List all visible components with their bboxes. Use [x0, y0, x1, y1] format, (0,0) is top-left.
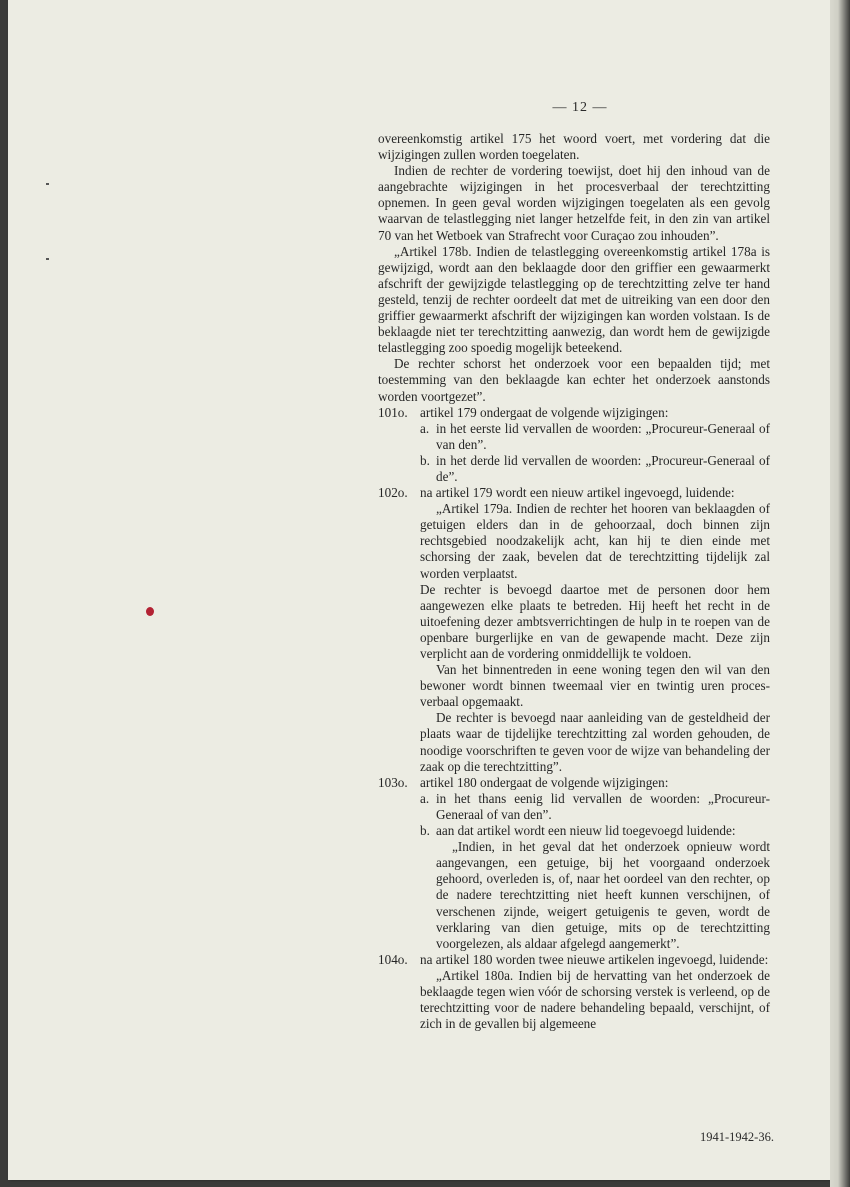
sub-item-text: in het eerste lid vervallen de woorden: „Procureur-Generaal of van den”.	[436, 420, 770, 452]
item-number: 103o.	[378, 774, 408, 790]
numbered-item-101	[378, 405, 770, 421]
sub-item-letter: b.	[420, 452, 430, 468]
paragraph: De rechter schorst het onderzoek voor een bepaalden tijd; met toestemming van den beklaagde kan echter het onderzoek aanstonds worden voortgezet”.	[378, 356, 770, 404]
page-number: — 12 —	[552, 100, 608, 115]
item-number: 101o.	[378, 404, 408, 420]
paragraph: De rechter is bevoegd daartoe met de personen door hem aangewezen elke plaats te betreden. Hij heeft het recht in de uitoefening dezer ambtsverrichtingen de hulp in te roepen van de openbare burgerlijke en van de gewapende macht. Deze zijn verplicht aan de vordering onmiddellijk te voldoen.	[420, 581, 770, 661]
item-text: na artikel 180 worden twee nieuwe artikelen ingevoegd, luidende:	[420, 951, 769, 967]
item-text: na artikel 179 wordt een nieuw artikel ingevoegd, luidende:	[420, 485, 735, 501]
sub-item	[378, 421, 770, 453]
page-edge	[830, 0, 850, 1187]
item-text: artikel 179 ondergaat de volgende wijzigingen:	[420, 404, 669, 420]
sub-item	[378, 791, 770, 823]
sub-item-letter: a.	[420, 420, 430, 436]
paragraph: „Indien, in het geval dat het onderzoek opnieuw wordt aangevangen, een getuige, bij het voorgaand onderzoek gehoord, overleden is, of, naar het oordeel van den rechter, op de nadere terechtzitting niet heeft kunnen verschijnen, of verschenen zijnde, weigert getuigenis te geven, wordt de verklaring van dien getuige, mits op de terechtzitting voorgelezen, als aldaar afgelegd aangemerkt”.	[436, 839, 770, 951]
paragraph: „Artikel 180a. Indien bij de hervatting van het onderzoek de beklaagde tegen wien vóór de schorsing verstek is verleend, op de terechtzitting voor de nadere behandeling bepaald, verschijnt, of zich in de gevallen bij algemeene	[420, 967, 770, 1032]
item-text: artikel 180 ondergaat de volgende wijzigingen:	[420, 774, 669, 790]
paragraph-artikel-178b: „Artikel 178b. Indien de telastlegging overeenkomstig artikel 178a is gewijzigd, wordt aan den beklaagde door den griffier een gewaarmerkt afschrift der gewijzigde telastlegging op de terechtzitting zelve ter hand gesteld, tenzij de rechter oordeelt dat met de uitreiking van een door den griffier gewaarmerkt afschrift der wijzigingen kan worden volstaan. Is de beklaagde niet ter terechtzitting aanwezig, dan wordt hem de gewijzigde telastlegging zoo spoedig mogelijk beteekend.	[378, 243, 770, 356]
sub-item-text: in het thans eenig lid vervallen de woorden: „Procureur-Generaal of van den”.	[436, 790, 770, 822]
paragraph: „Artikel 179a. Indien de rechter het hooren van beklaagden of getuigen elders dan in de gehoorzaal, doch binnen zijn rechtsgebied noodzakelijk acht, kan hij te dien einde met schorsing der zaak, bevelen dat de terechtzitting tijdelijk zal worden verplaatst.	[420, 501, 770, 581]
sub-item-letter: a.	[420, 790, 430, 806]
sub-item-letter: b.	[420, 823, 430, 839]
footer-code: 1941-1942-36.	[700, 1130, 774, 1144]
quoted-new-lid	[378, 839, 770, 952]
item-number: 102o.	[378, 485, 408, 501]
numbered-item-102	[378, 485, 770, 501]
quoted-article-180a	[378, 968, 770, 1032]
numbered-item-103	[378, 775, 770, 791]
paragraph: overeenkomstig artikel 175 het woord voert, met vordering dat die wijzigingen zullen worden toegelaten.	[378, 131, 770, 163]
sub-item-text: in het derde lid vervallen de woorden: „Procureur-Generaal of de”.	[436, 452, 770, 484]
paper-speck	[46, 183, 49, 185]
paragraph: Van het binnentreden in eene woning tegen den wil van den bewoner wordt binnen tweemaal vier en twintig uren proces-verbaal opgemaakt.	[420, 662, 770, 710]
sub-item-text: aan dat artikel wordt een nieuw lid toegevoegd luidende:	[436, 823, 736, 839]
red-mark	[146, 607, 154, 616]
quoted-article-179a	[378, 501, 770, 775]
paragraph: Indien de rechter de vordering toewijst, doet hij den inhoud van de aangebrachte wijzigingen in het procesverbaal der terechtzitting opnemen. In geen geval worden wijzigingen toegelaten als een gevolg waarvan de telastlegging niet langer hetzelfde feit, in den zin van artikel 70 van het Wetboek van Strafrecht voor Curaçao zou inhouden”.	[378, 163, 770, 243]
sub-item	[378, 453, 770, 485]
item-number: 104o.	[378, 951, 408, 967]
body-text	[378, 131, 770, 1032]
paragraph: De rechter is bevoegd naar aanleiding van de gesteldheid der plaats waar de tijdelijke terechtzitting zal worden gehouden, de noodige voorschriften te geven voor de wijze van behandeling der zaak op die terechtzitting”.	[420, 710, 770, 774]
paper-speck	[46, 258, 49, 260]
sub-item	[378, 823, 770, 839]
numbered-item-104	[378, 952, 770, 968]
